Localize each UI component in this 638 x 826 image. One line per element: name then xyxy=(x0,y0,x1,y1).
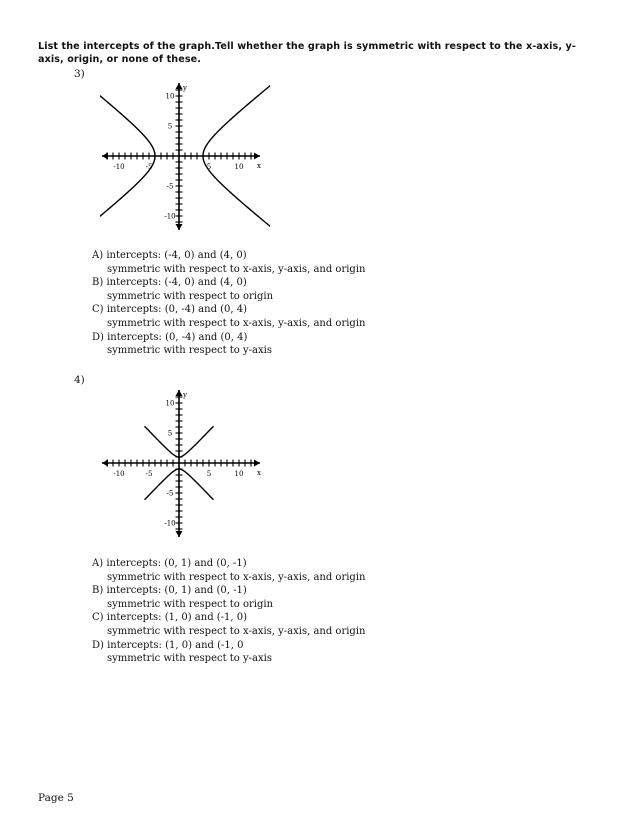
y-tick-label: -10 xyxy=(164,212,176,221)
y-axis-arrow-down xyxy=(176,531,183,537)
choice-c xyxy=(92,611,365,638)
hyperbola-branch xyxy=(203,82,270,232)
x-axis-arrow-right xyxy=(254,460,260,467)
choice-letter: A) xyxy=(92,250,104,261)
y-axis-label: y xyxy=(183,84,187,92)
choice-intercepts: intercepts: (1, 0) and (-1, 0) xyxy=(106,612,248,624)
question-4-number: 4) xyxy=(74,374,85,386)
choice-symmetry: symmetric with respect to y-axis xyxy=(107,345,272,357)
y-tick-label: -5 xyxy=(166,489,174,498)
x-tick-label: -10 xyxy=(113,470,125,478)
choice-intercepts: intercepts: (-4, 0) and (4, 0) xyxy=(106,250,247,261)
question-3-number: 3) xyxy=(74,68,85,80)
choice-intercepts: intercepts: (0, -4) and (0, 4) xyxy=(107,331,248,343)
choice-letter: D) xyxy=(92,331,104,343)
y-axis-arrow-down xyxy=(176,224,183,230)
x-axis-arrow-right xyxy=(254,153,260,160)
x-tick-label: -5 xyxy=(145,470,153,478)
choice-b xyxy=(92,584,365,611)
choice-letter: B) xyxy=(92,277,104,289)
y-tick-label: 5 xyxy=(167,429,173,438)
question-4-choices xyxy=(92,557,365,666)
instructions: List the intercepts of the graph.Tell whether the graph is symmetric with respect to the x-axis, y-axis, origin, or none of these. xyxy=(38,41,576,65)
choice-c xyxy=(92,303,365,330)
choice-intercepts: intercepts: (0, 1) and (0, -1) xyxy=(106,558,247,569)
choice-d xyxy=(92,331,365,358)
choice-letter: B) xyxy=(92,585,104,597)
question-4-graph xyxy=(100,389,270,539)
y-tick-label: -5 xyxy=(166,182,174,191)
y-axis-arrow-up xyxy=(176,390,183,396)
y-tick-label: 10 xyxy=(165,92,175,101)
choice-symmetry: symmetric with respect to x-axis, y-axis, and origin xyxy=(107,571,366,583)
x-tick-label: -10 xyxy=(113,163,125,171)
hyperbola-branch xyxy=(100,82,155,232)
choice-letter: C) xyxy=(92,612,104,624)
choice-symmetry: symmetric with respect to origin xyxy=(107,290,274,302)
y-axis-label: y xyxy=(183,391,187,399)
x-tick-label: 5 xyxy=(206,163,212,171)
y-axis-arrow-up xyxy=(176,83,183,89)
choice-symmetry: symmetric with respect to x-axis, y-axis, and origin xyxy=(107,263,366,275)
choice-b xyxy=(92,276,365,303)
question-3-choices xyxy=(92,249,365,358)
choice-intercepts: intercepts: (0, -4) and (0, 4) xyxy=(106,304,248,316)
choice-a xyxy=(92,249,365,276)
choice-letter: A) xyxy=(92,558,104,569)
x-tick-label: 10 xyxy=(234,470,244,478)
choice-a xyxy=(92,557,365,584)
x-tick-label: 10 xyxy=(234,163,244,171)
y-tick-label: -10 xyxy=(164,519,176,528)
choice-d xyxy=(92,639,365,666)
page-number: Page 5 xyxy=(38,792,74,804)
choice-symmetry: symmetric with respect to x-axis, y-axis, and origin xyxy=(107,317,366,329)
y-tick-label: 5 xyxy=(167,122,173,131)
choice-intercepts: intercepts: (0, 1) and (0, -1) xyxy=(106,585,247,597)
choice-letter: D) xyxy=(92,639,104,651)
question-3-graph xyxy=(100,82,270,232)
choice-symmetry: symmetric with respect to y-axis xyxy=(107,653,272,665)
choice-letter: C) xyxy=(92,304,104,316)
x-tick-label: -5 xyxy=(145,163,153,171)
choice-symmetry: symmetric with respect to x-axis, y-axis, and origin xyxy=(107,625,366,637)
choice-symmetry: symmetric with respect to origin xyxy=(107,598,274,610)
x-tick-label: 5 xyxy=(206,470,212,478)
x-axis-label: x xyxy=(257,162,261,170)
y-tick-label: 10 xyxy=(165,399,175,408)
x-axis-label: x xyxy=(257,469,261,477)
choice-intercepts: intercepts: (1, 0) and (-1, 0 xyxy=(107,639,244,651)
choice-intercepts: intercepts: (-4, 0) and (4, 0) xyxy=(106,277,247,289)
